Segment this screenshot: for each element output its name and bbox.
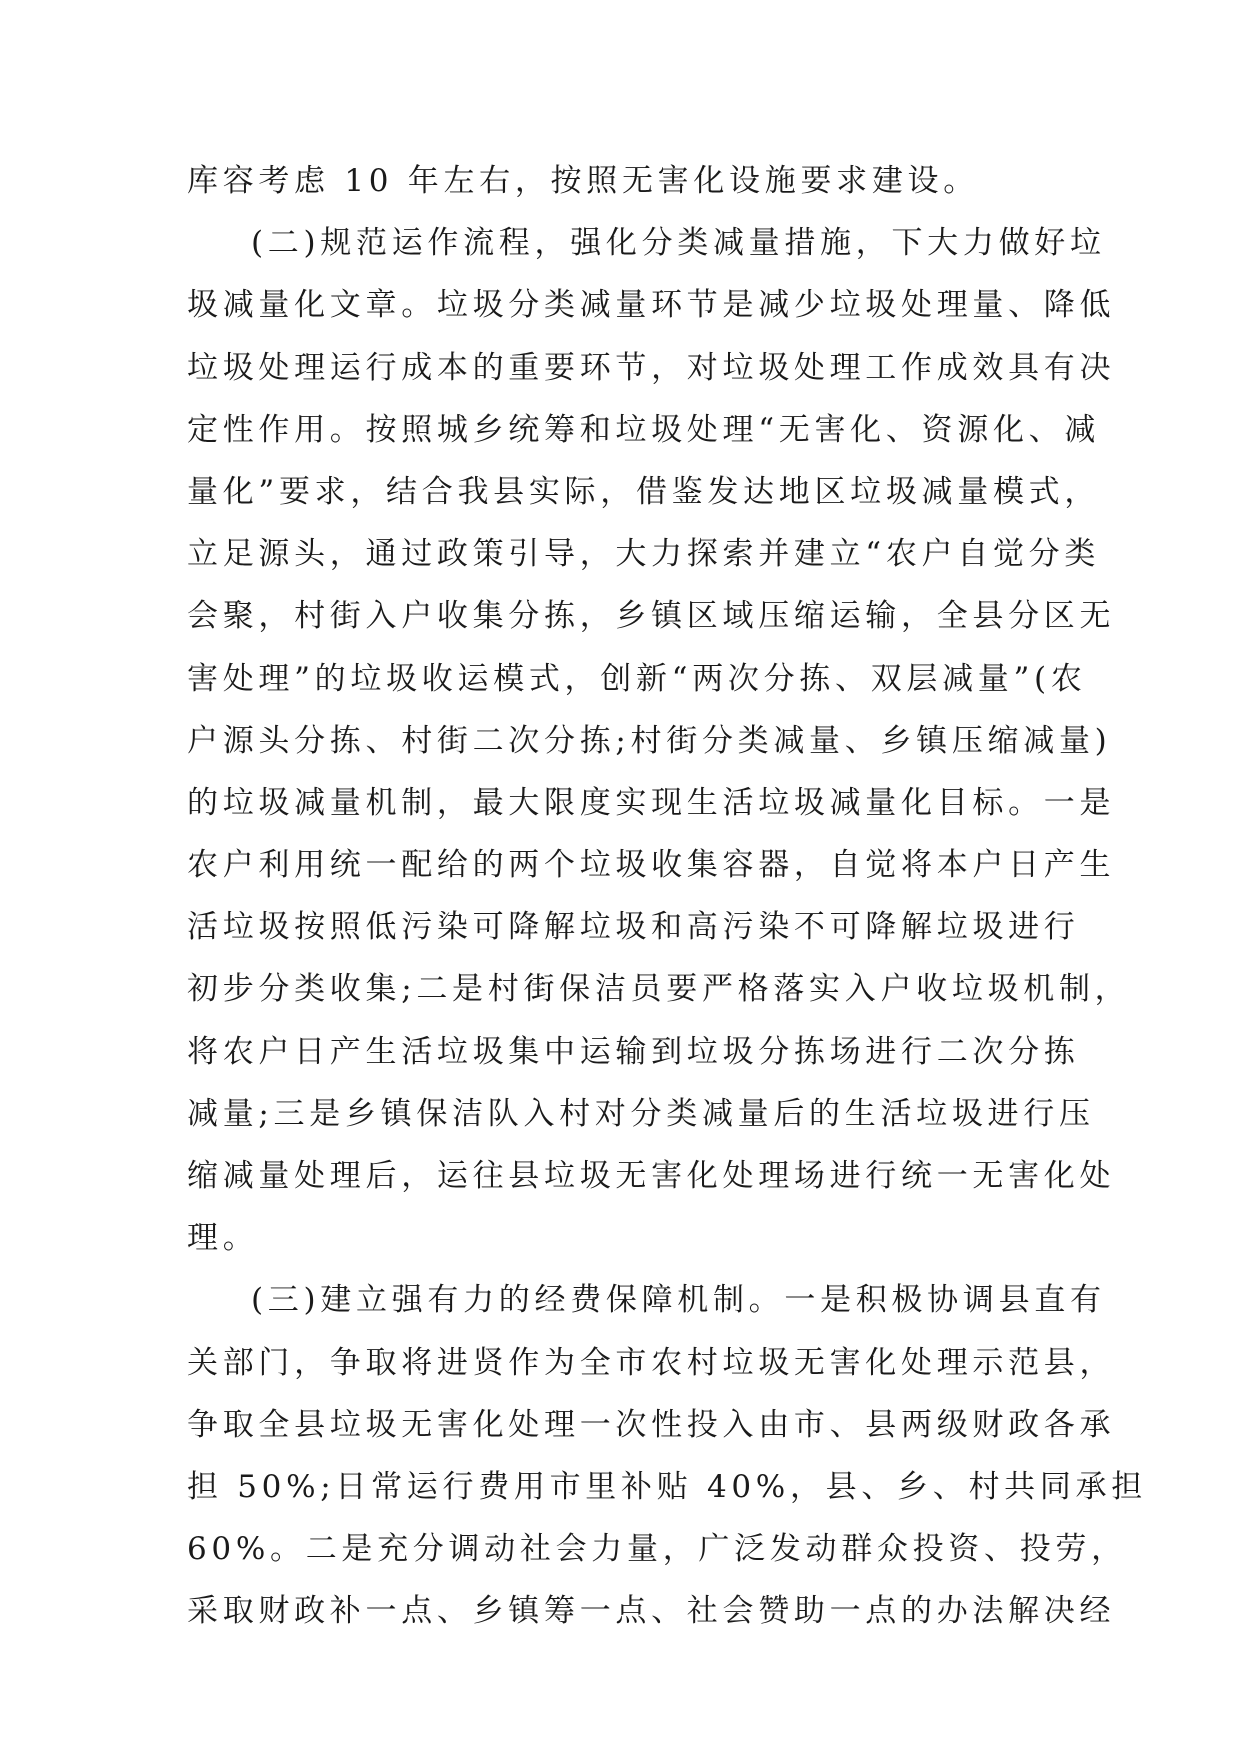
- text-line: 圾减量化文章。垃圾分类减量环节是减少垃圾处理量、降低: [187, 287, 1116, 324]
- text-line: 垃圾处理运行成本的重要环节，对垃圾处理工作成效具有决: [187, 349, 1116, 386]
- text-line: 会聚，村街入户收集分拣，乡镇区域压缩运输，全县分区无: [187, 598, 1116, 635]
- text-line: 户源头分拣、村街二次分拣;村街分类减量、乡镇压缩减量): [187, 722, 1112, 759]
- text-line: 定性作用。按照城乡统筹和垃圾处理“无害化、资源化、减: [187, 411, 1101, 448]
- document-body: [187, 150, 1147, 1643]
- text-line: 活垃圾按照低污染可降解垃圾和高污染不可降解垃圾进行: [187, 909, 1080, 946]
- text-line: 立足源头，通过政策引导，大力探索并建立“农户自觉分类: [187, 536, 1101, 573]
- text-line: 理。: [187, 1220, 259, 1257]
- text-line: 将农户日产生活垃圾集中运输到垃圾分拣场进行二次分拣: [187, 1033, 1080, 1070]
- text-line: 库容考虑 10 年左右，按照无害化设施要求建设。: [187, 163, 979, 199]
- text-line: 争取全县垃圾无害化处理一次性投入由市、县两级财政各承: [187, 1406, 1116, 1443]
- text-line: 60%。二是充分调动社会力量，广泛发动群众投资、投劳，: [187, 1531, 1127, 1568]
- text-line: 减量;三是乡镇保洁队入村对分类减量后的生活垃圾进行压: [187, 1095, 1095, 1132]
- text-line: 农户利用统一配给的两个垃圾收集容器，自觉将本户日产生: [187, 847, 1116, 884]
- text-line: 初步分类收集;二是村街保洁员要严格落实入户收垃圾机制，: [187, 971, 1131, 1008]
- text-line: 关部门，争取将进贤作为全市农村垃圾无害化处理示范县，: [187, 1344, 1116, 1381]
- text-line: 量化”要求，结合我县实际，借鉴发达地区垃圾减量模式，: [187, 473, 1101, 510]
- text-line: 担 50%;日常运行费用市里补贴 40%，县、乡、村共同承担: [187, 1468, 1147, 1505]
- text-line: 害处理”的垃圾收运模式，创新“两次分拣、双层减量”(农: [187, 660, 1087, 697]
- section-heading-2: (二)规范运作流程，强化分类减量措施，下大力做好垃: [251, 225, 1106, 262]
- text-line: 缩减量处理后，运往县垃圾无害化处理场进行统一无害化处: [187, 1158, 1116, 1194]
- section-heading-3: (三)建立强有力的经费保障机制。一是积极协调县直有: [251, 1282, 1106, 1319]
- text-line: 采取财政补一点、乡镇筹一点、社会赞助一点的办法解决经: [187, 1593, 1116, 1630]
- text-line: 的垃圾减量机制，最大限度实现生活垃圾减量化目标。一是: [187, 784, 1116, 821]
